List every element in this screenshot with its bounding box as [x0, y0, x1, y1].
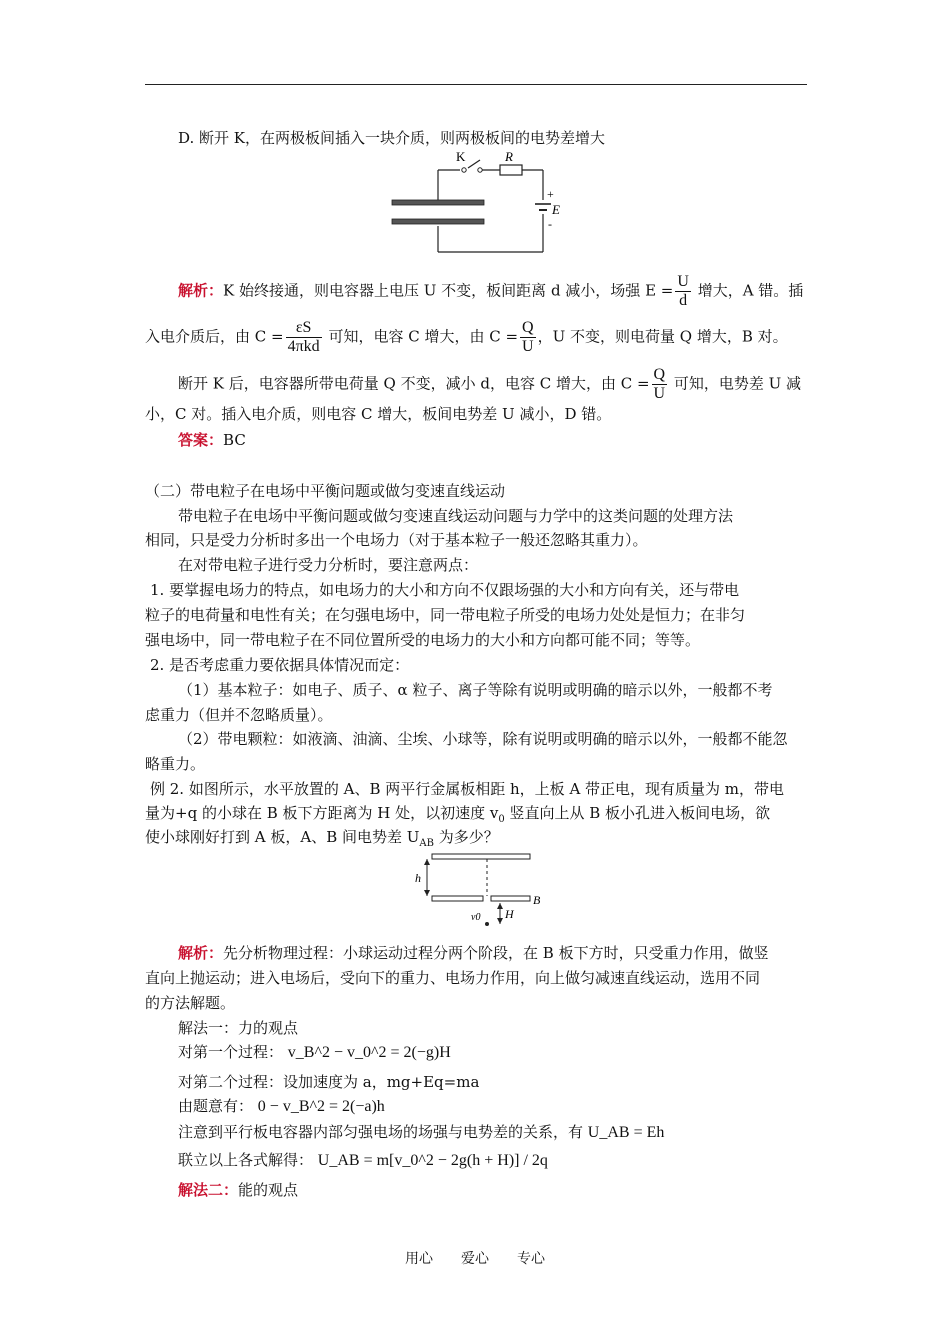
section-text: （1）基本粒子：如电子、质子、α 粒子、离子等除有说明或明确的暗示以外，一般都不考 [178, 681, 773, 699]
answer-line: 答案：BC [178, 431, 246, 449]
equation-3-formula: 0 − v_B^2 = 2(−a)h [257, 1098, 385, 1115]
section-text: 略重力。 [145, 755, 206, 773]
solution-paragraph-3: 断开 K 后，电容器所带电荷量 Q 不变，减小 d，电容 C 增大，由 C = $\frac{Q}{U}$ 可知，电势差 U 减 [178, 366, 802, 402]
circuit-diagram [380, 146, 580, 258]
equation-5-formula: U_AB = m[v_0^2 − 2g(h + H)] / 2q [317, 1152, 548, 1169]
section-text: 在对带电粒子进行受力分析时，要注意两点： [178, 556, 479, 574]
v0-label: v0 [471, 912, 481, 923]
plates-figure [405, 848, 555, 930]
H-label: H [505, 907, 514, 921]
resistor-label: R [505, 149, 513, 164]
section-text: （2）带电颗粒：如液滴、油滴、尘埃、小球等，除有说明或明确的暗示以外，一般都不能忽 [178, 730, 788, 748]
section-text: 2. 是否考虑重力要依据具体情况而定： [150, 656, 410, 674]
example-text: 使小球刚好打到 A 板，A、B 间电势差 $U_{AB}$ 为多少？ [145, 828, 499, 849]
equation-5: 联立以上各式解得： U_AB = m[v_0^2 − 2g(h + H)] / 2q [178, 1151, 548, 1169]
emf-label: E [552, 202, 560, 217]
equation-2: 对第二个过程：设加速度为 a，mg+Eq=ma [178, 1073, 480, 1091]
equation-4-formula: U_AB = Eh [587, 1124, 665, 1141]
section-text: 虑重力（但并不忽略质量）。 [145, 706, 333, 724]
equation-1: 对第一个过程： v_B^2 − v_0^2 = 2(−g)H [178, 1043, 451, 1061]
section-text: 1. 要掌握电场力的特点，如电场力的大小和方向不仅跟场强的大小和方向有关，还与带电 [150, 581, 740, 599]
footer-text: 爱心 [461, 1251, 489, 1267]
equation-3: 由题意有： 0 − v_B^2 = 2(−a)h [178, 1097, 385, 1115]
section-title: （二）带电粒子在电场中平衡问题或做匀变速直线运动 [145, 482, 506, 500]
section-text: 强电场中，同一带电粒子在不同位置所受的电场力的大小和方向都可能不同；等等。 [145, 631, 701, 649]
method-2-title: 解法二：能的观点 [178, 1181, 299, 1199]
header-rule [145, 84, 807, 85]
plus-sign: + [547, 187, 554, 201]
solution-paragraph-1: 解析：K 始终接通，则电容器上电压 U 不变，板间距离 d 减小，场强 E = $\frac{U}{d}$ 增大，A 错。插 [178, 273, 804, 309]
h-label: h [415, 871, 421, 885]
solution2-text: 解析：先分析物理过程：小球运动过程分两个阶段，在 B 板下方时，只受重力作用，做竖 [178, 944, 769, 962]
solution2-text: 直向上抛运动；进入电场后，受向下的重力、电场力作用，向上做匀减速直线运动，选用不同 [145, 969, 761, 987]
footer-text: 专心 [517, 1251, 545, 1267]
minus-sign: - [548, 217, 552, 231]
example-text: 量为+q 的小球在 B 板下方距离为 H 处，以初速度 $v_0$ 竖直向上从 B 板小孔进入板间电场，欲 [145, 804, 771, 825]
page-footer [0, 1248, 950, 1268]
footer-text: 用心 [405, 1251, 433, 1267]
section-text: 相同，只是受力分析时多出一个电场力（对于基本粒子一般还忽略其重力）。 [145, 531, 648, 549]
section-text: 粒子的电荷量和电性有关；在匀强电场中，同一带电粒子所受的电场力处处是恒力；在非匀 [145, 606, 746, 624]
solution2-text: 的方法解题。 [145, 994, 236, 1012]
plate-b-label: B [533, 893, 541, 907]
method-1-title: 解法一：力的观点 [178, 1019, 299, 1037]
option-d: D. 断开 K，在两极板间插入一块介质，则两极板间的电势差增大 [178, 129, 606, 147]
equation-4: 注意到平行板电容器内部匀强电场的场强与电势差的关系，有 U_AB = Eh [178, 1123, 665, 1141]
solution-paragraph-4: 小，C 对。插入电介质，则电容 C 增大，板间电势差 U 减小，D 错。 [145, 405, 612, 423]
equation-1-formula: v_B^2 − v_0^2 = 2(−g)H [287, 1044, 451, 1061]
solution-paragraph-2: 入电介质后，由 C = $\frac{\varepsilon S}{\text{4πkd}}$ 可知，电容 C 增大，由 C = $\frac{Q}{U}$ ，U 不变，则电荷量 Q 增大，B 对。 [145, 319, 788, 355]
example-text: 例 2. 如图所示，水平放置的 A、B 两平行金属板相距 h，上板 A 带正电，现有质量为 m，带电 [150, 780, 785, 798]
switch-label: K [456, 149, 466, 164]
section-text: 带电粒子在电场中平衡问题或做匀变速直线运动问题与力学中的这类问题的处理方法 [178, 507, 734, 525]
